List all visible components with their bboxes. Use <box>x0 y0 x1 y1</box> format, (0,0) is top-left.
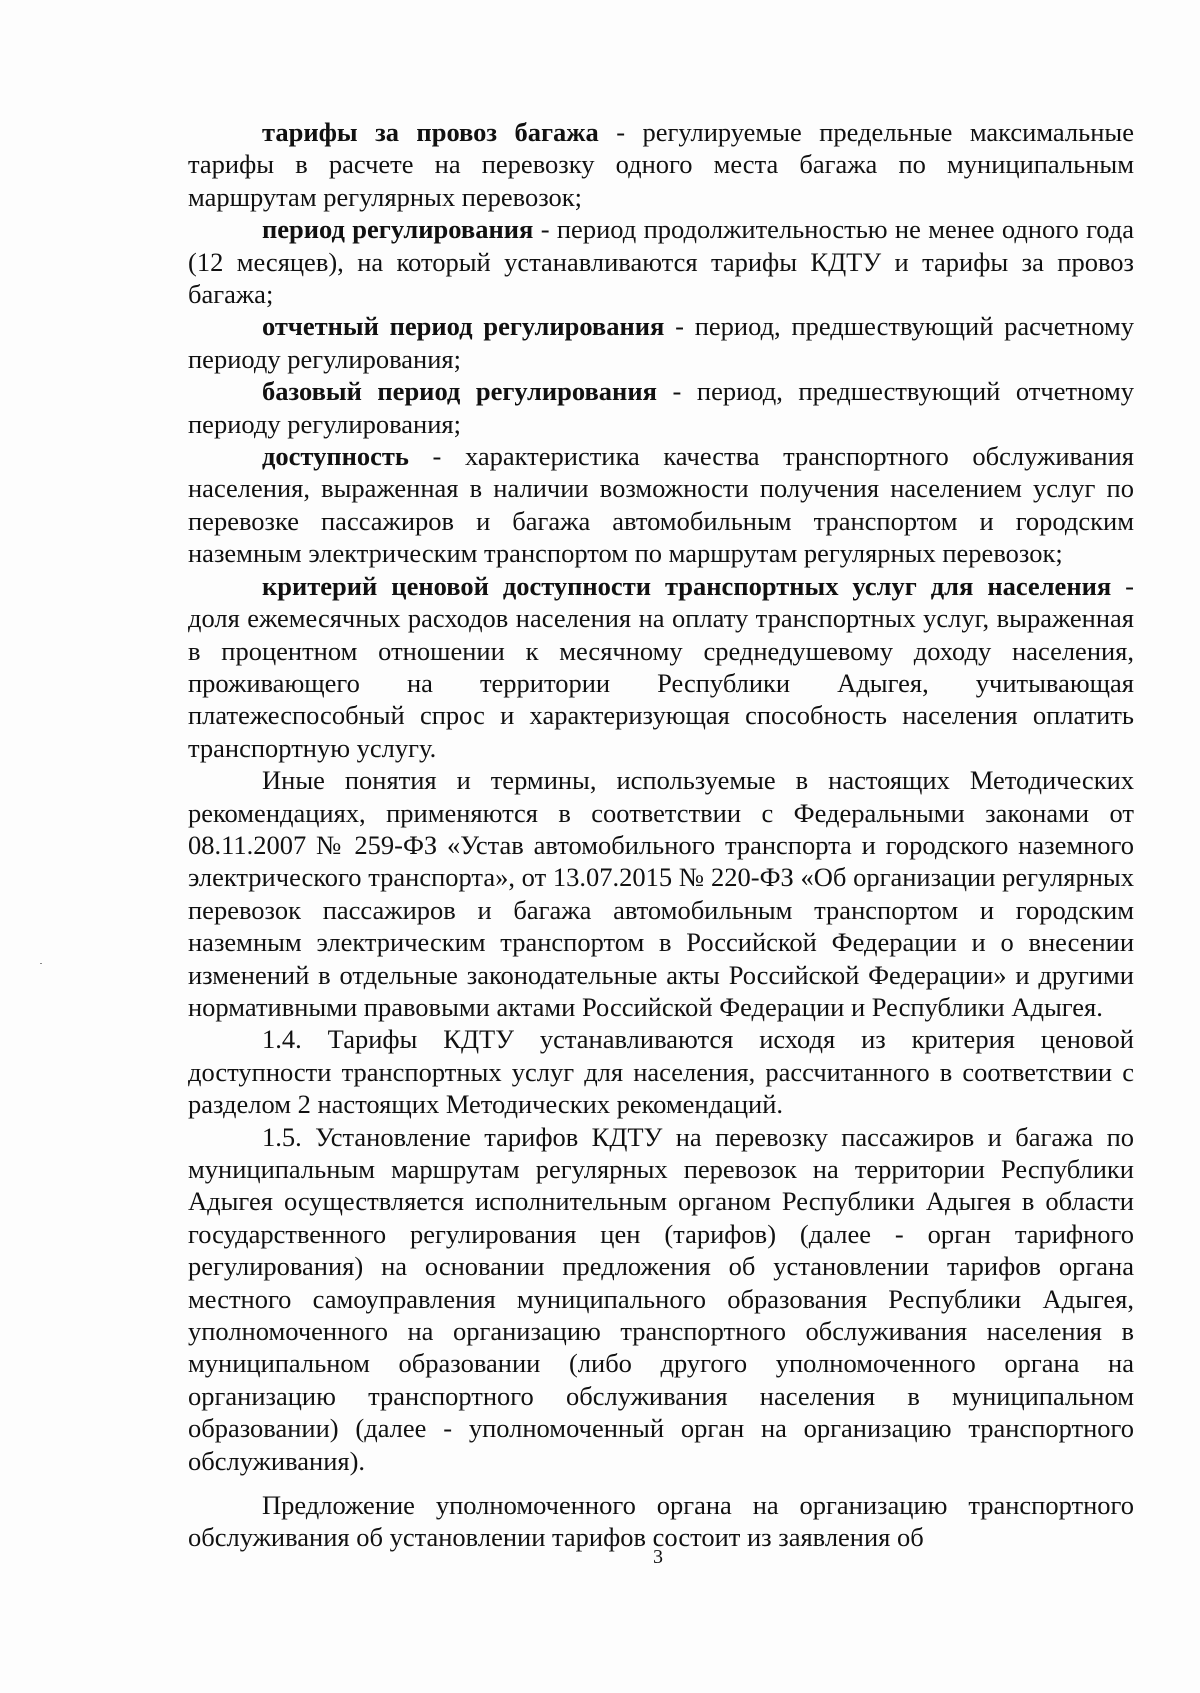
term: период регулирования <box>262 214 534 245</box>
definition-accessibility <box>188 440 1134 570</box>
term: доступность <box>262 441 409 472</box>
paragraph-1-5: 1.5. Установление тарифов КДТУ на перевозку пассажиров и багажа по муниципальным маршрутам регулярных перевозок на территории Республики Адыгея осуществляется исполнительным органом Республики Адыгея в области государственного регулирования цен (тарифов) (далее - орган тарифного регулирования) на основании предложения об установлении тарифов органа местного самоуправления муниципального образования Республики Адыгея, уполномоченного на организацию транспортного обслуживания населения в муниципальном образовании (либо другого уполномоченного органа на организацию транспортного обслуживания населения в муниципальном образовании) (далее - уполномоченный орган на организацию транспортного обслуживания). <box>188 1121 1134 1476</box>
paragraph-1-4: 1.4. Тарифы КДТУ устанавливаются исходя из критерия ценовой доступности транспортных услуг для населения, рассчитанного в соответствии с разделом 2 настоящих Методических рекомендаций. <box>188 1024 1134 1120</box>
term: отчетный период регулирования <box>262 311 665 342</box>
term: тарифы за провоз багажа <box>262 117 599 147</box>
document-body <box>188 116 1134 1554</box>
paragraph-other-terms: Иные понятия и термины, используемые в настоящих Методических рекомендациях, применяются в соответствии с Федеральными законами от 08.11.2007 № 259-ФЗ «Устав автомобильного транспорта и городского наземного электрического транспорта», от 13.07.2015 № 220-ФЗ «Об организации регулярных перевозок пассажиров и багажа автомобильным транспортом и городским наземным электрическим транспортом в Российской Федерации и о внесении изменений в отдельные законодательные акты Российской Федерации» и другими нормативными правовыми актами Российской Федерации и Республики Адыгея. <box>188 765 1134 1022</box>
definition-text: - регулируемые предельные максимальные тарифы в расчете на перевозку одного места багажа по муниципальным маршрутам регулярных перевозок; <box>188 117 1134 212</box>
definition-text: - период, предшествующий отчетному периоду регулирования; <box>188 376 1134 439</box>
definition-text: - характеристика качества транспортного обслуживания населения, выраженная в наличии возможности получения населением услуг по перевозке пассажиров и багажа автомобильным транспортом и городским наземным электрическим транспортом по маршрутам регулярных перевозок; <box>188 441 1134 569</box>
scan-speck <box>40 963 42 964</box>
page-number: 3 <box>653 1546 663 1568</box>
term: базовый период регулирования <box>262 376 657 407</box>
definition-baggage-tariffs <box>188 116 1134 213</box>
definition-regulation-period <box>188 213 1134 310</box>
definition-price-criterion <box>188 570 1134 764</box>
paragraph-proposal: Предложение уполномоченного органа на организацию транспортного обслуживания об установлении тарифов состоит из заявления об <box>188 1490 1134 1553</box>
definition-text: - период продолжительностью не менее одного года (12 месяцев), на который устанавливаются тарифы КДТУ и тарифы за провоз багажа; <box>188 214 1135 310</box>
definition-base-period <box>188 375 1134 440</box>
term: критерий ценовой доступности транспортных услуг для населения <box>262 570 1112 601</box>
definition-text: - доля ежемесячных расходов населения на оплату транспортных услуг, выраженная в процентном отношении к месячному среднедушевому доходу населения, проживающего на территории Республики Адыгея, учитывающая платежеспособный спрос и характеризующая способность населения оплатить транспортную услугу. <box>188 570 1135 763</box>
definition-text: - период, предшествующий расчетному периоду регулирования; <box>188 311 1134 374</box>
definition-reporting-period <box>188 310 1134 375</box>
